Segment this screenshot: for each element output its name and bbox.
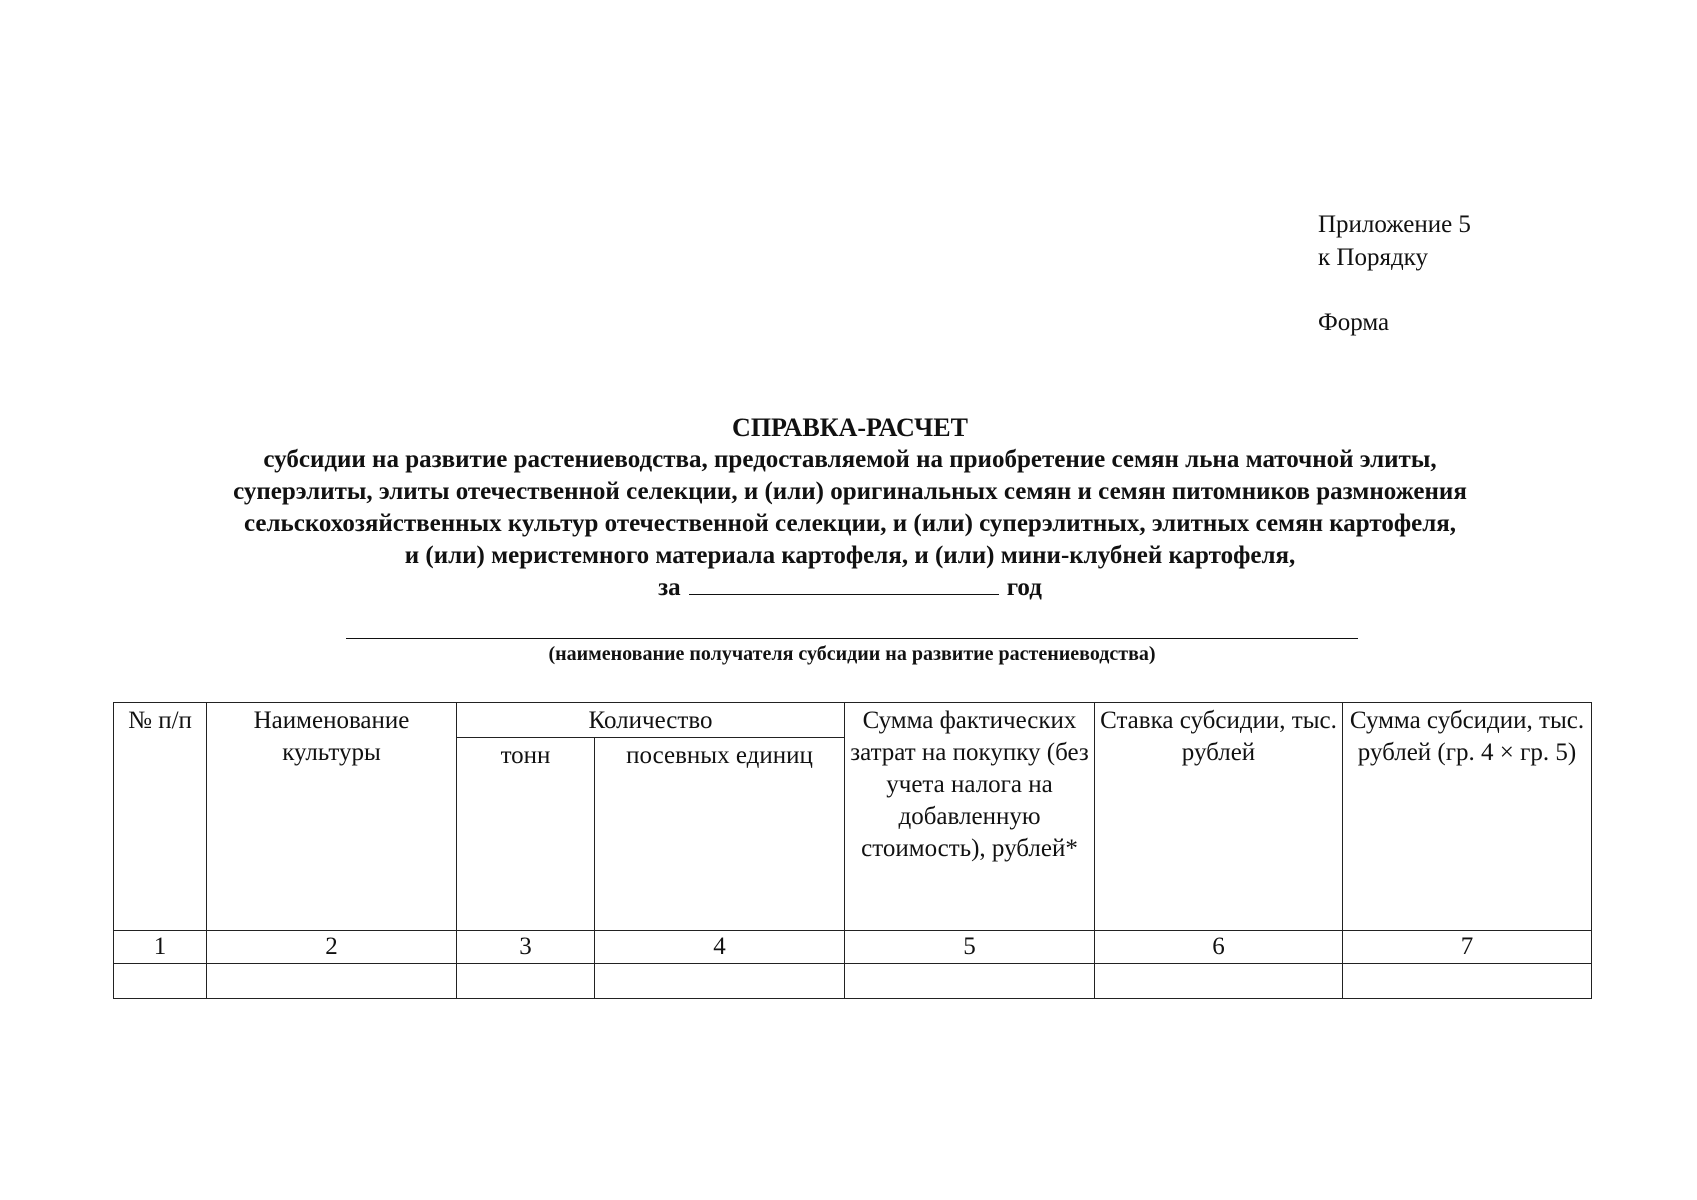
form-label: Форма — [1318, 309, 1390, 336]
header-subsidy: Сумма субсидии, тыс. рублей (гр. 4 × гр. 5) — [1343, 703, 1592, 931]
appendix-number: Приложение 5 — [1318, 211, 1471, 238]
year-line — [100, 572, 1600, 604]
table-cell[interactable] — [1095, 964, 1343, 999]
subtitle-line-4: и (или) меристемного материала картофеля, и (или) мини-клубней картофеля, — [404, 542, 1296, 569]
table-cell[interactable] — [457, 964, 595, 999]
column-number-row — [114, 931, 1592, 964]
header-cost: Сумма фактических затрат на покупку (без учета налога на добавленную стоимость), рублей* — [845, 703, 1095, 931]
subtitle-line-1: субсидии на развитие растениеводства, предоставляемой на приобретение семян льна маточной элиты, — [263, 446, 1437, 473]
appendix-block — [1318, 208, 1471, 339]
table-cell[interactable] — [114, 964, 207, 999]
table-cell[interactable] — [207, 964, 457, 999]
column-number: 3 — [457, 931, 595, 964]
table-row — [114, 964, 1592, 999]
header-num: № п/п — [114, 703, 207, 931]
header-seed-units: посевных единиц — [595, 738, 845, 931]
header-rate: Ставка субсидии, тыс. рублей — [1095, 703, 1343, 931]
subsidy-table — [113, 702, 1592, 999]
main-title: СПРАВКА-РАСЧЕТ — [732, 413, 968, 442]
table-cell[interactable] — [845, 964, 1095, 999]
year-suffix: год — [1006, 574, 1042, 601]
recipient-blank-field[interactable] — [346, 638, 1358, 639]
table-cell[interactable] — [595, 964, 845, 999]
document-title — [100, 412, 1600, 604]
column-number: 1 — [114, 931, 207, 964]
year-blank-field[interactable] — [689, 572, 999, 595]
column-number: 2 — [207, 931, 457, 964]
header-tons: тонн — [457, 738, 595, 931]
column-number: 6 — [1095, 931, 1343, 964]
column-number: 7 — [1343, 931, 1592, 964]
column-number: 4 — [595, 931, 845, 964]
column-number: 5 — [845, 931, 1095, 964]
year-prefix: за — [658, 574, 681, 601]
subtitle-line-2: суперэлиты, элиты отечественной селекции, и (или) оригинальных семян и семян питомников размножения — [233, 478, 1467, 505]
recipient-caption: (наименование получателя субсидии на развитие растениеводства) — [548, 643, 1156, 665]
header-culture: Наименование культуры — [207, 703, 457, 931]
header-quantity: Количество — [457, 703, 845, 738]
subtitle-line-3: сельскохозяйственных культур отечественной селекции, и (или) суперэлитных, элитных семян картофеля, — [243, 510, 1457, 537]
table-cell[interactable] — [1343, 964, 1592, 999]
appendix-reference: к Порядку — [1318, 244, 1428, 271]
